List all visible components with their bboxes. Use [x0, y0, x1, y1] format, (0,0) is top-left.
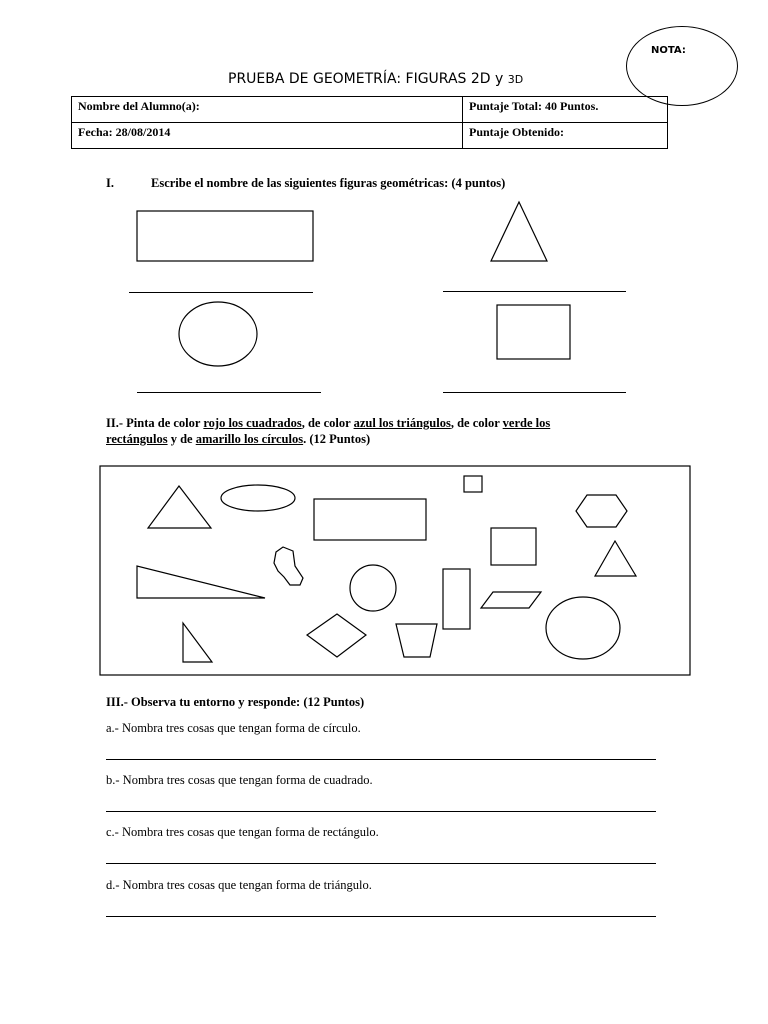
section1-numeral: I.: [106, 176, 114, 190]
hexagon-shape[interactable]: [576, 495, 627, 527]
answer-line-c[interactable]: [106, 863, 656, 864]
s2-text-3: , de color: [450, 416, 503, 430]
triangle-shape-1[interactable]: [148, 486, 211, 528]
date-cell: Fecha: 28/08/2014: [72, 123, 463, 149]
parallelogram-shape[interactable]: [481, 592, 541, 608]
rhombus-shape[interactable]: [307, 614, 366, 657]
ellipse-shape-1[interactable]: [221, 485, 295, 511]
square-shape-small[interactable]: [464, 476, 482, 492]
student-name-field[interactable]: Nombre del Alumno(a):: [72, 97, 463, 123]
right-triangle-shape-1[interactable]: [137, 566, 265, 598]
title-main: PRUEBA DE GEOMETRÍA: FIGURAS 2D y: [228, 71, 504, 87]
answer-line-a[interactable]: [106, 759, 656, 760]
rectangle-shape-2[interactable]: [443, 569, 470, 629]
s2-yellow-circles: amarillo los círculos: [195, 432, 304, 446]
s2-blue-triangles: azul los triángulos: [353, 416, 451, 430]
irregular-shape[interactable]: [274, 547, 303, 585]
shapes-frame: [100, 466, 690, 675]
question-a: a.- Nombra tres cosas que tengan forma de círculo.: [106, 721, 361, 735]
s2-green-2: rectángulos: [106, 432, 168, 446]
grade-label: NOTA:: [651, 45, 686, 56]
right-triangle-shape-2[interactable]: [183, 623, 212, 662]
answer-line-d[interactable]: [106, 916, 656, 917]
total-score-cell: Puntaje Total: 40 Puntos.: [463, 97, 668, 123]
triangle-shape-2[interactable]: [595, 541, 636, 576]
question-d: d.- Nombra tres cosas que tengan forma de triángulo.: [106, 878, 372, 892]
obtained-score-field[interactable]: Puntaje Obtenido:: [463, 123, 668, 149]
s2-text-5: . (12 Puntos): [303, 432, 371, 446]
s2-text-4: y de: [167, 432, 196, 446]
section3-heading: III.- Observa tu entorno y responde: (12 Puntos): [106, 695, 365, 709]
question-c: c.- Nombra tres cosas que tengan forma de rectángulo.: [106, 825, 379, 839]
square-shape-1[interactable]: [491, 528, 536, 565]
s2-text-1: II.- Pinta de color: [106, 416, 204, 430]
question-b: b.- Nombra tres cosas que tengan forma de cuadrado.: [106, 773, 373, 787]
trapezoid-shape[interactable]: [396, 624, 437, 657]
rectangle-shape-1[interactable]: [314, 499, 426, 540]
circle-shape-2[interactable]: [546, 597, 620, 659]
section1-instruction: Escribe el nombre de las siguientes figuras geométricas: (4 puntos): [151, 176, 506, 190]
s2-text-2: , de color: [301, 416, 354, 430]
s2-red-squares: rojo los cuadrados: [203, 416, 302, 430]
title-suffix: 3D: [507, 73, 524, 86]
answer-line-b[interactable]: [106, 811, 656, 812]
s2-green-1: verde los: [502, 416, 551, 430]
circle-shape-1[interactable]: [350, 565, 396, 611]
